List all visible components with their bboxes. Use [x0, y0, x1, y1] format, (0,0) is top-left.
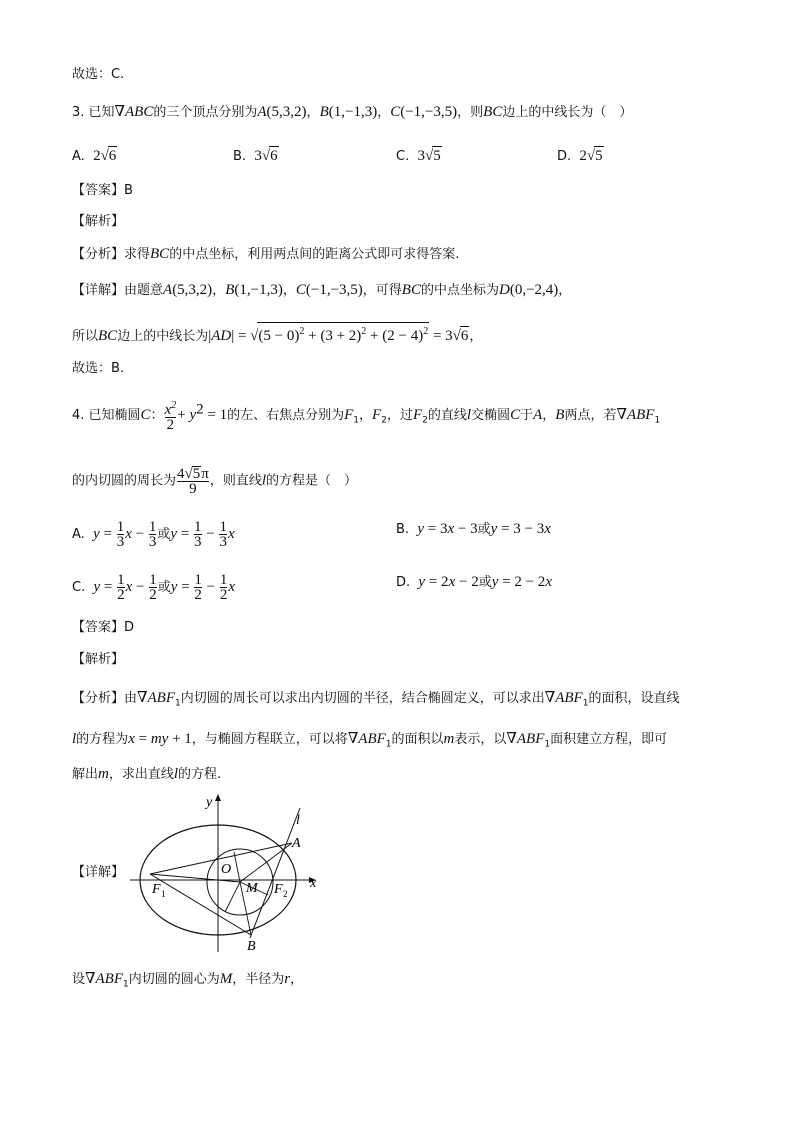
- q4-option-a: A. y = $\frac{1}{3}$ x − $\frac{1}{3}$ 或y = $\frac{1}{3}$ − $\frac{1}{3}$ x: [72, 519, 235, 550]
- q3-option-c: C. 3√5: [396, 148, 441, 164]
- analysis-4-line-1: 【分析】由$\nabla ABF_1$内切圆的周长可以求出内切圆的半径，结合椭圆定义，可以求出$\nabla ABF_1$的面积，设直线: [72, 690, 680, 709]
- q3-option-a: A. 2√6: [72, 148, 117, 164]
- label-b: B: [247, 939, 256, 954]
- analysis-3-heading: 【解析】: [72, 214, 125, 229]
- q4-option-c: C. y = $\frac{1}{2}$ x − $\frac{1}{2}$ 或y = $\frac{1}{2}$ − $\frac{1}{2}$ x: [72, 572, 236, 603]
- line-choose-b: 故选：B.: [72, 361, 125, 376]
- label-f1: F: [152, 882, 161, 897]
- analysis-4-heading: 【解析】: [72, 652, 125, 667]
- label-y: y: [206, 795, 213, 810]
- q3-option-d: D. 2√5: [557, 148, 603, 164]
- label-f2: F: [274, 882, 283, 897]
- label-a: A: [292, 836, 301, 851]
- answer-4: 【答案】D: [72, 620, 135, 635]
- ellipse-incircle-figure: [130, 790, 330, 955]
- analysis-3: 【分析】求得BC的中点坐标，利用两点间的距离公式即可求得答案.: [72, 246, 460, 262]
- label-f1-sub: 1: [161, 889, 166, 899]
- analysis-4-line-2: l的方程为x = my + 1，与椭圆方程联立，可以将$\nabla ABF_1$的面积以m表示，以$\nabla ABF_1$面积建立方程，即可: [72, 731, 668, 750]
- question-4-line-2: 的内切圆的周长为 $\frac{4√5\pi}{9}$ ，则直线l的方程是（ ）: [72, 466, 358, 497]
- question-3: 3. 已知∇ABC的三个顶点分别为A(5,3,2)，B(1,−1,3)，C(−1,−3,5)，则BC边上的中线长为（ ）: [72, 104, 633, 120]
- label-l: l: [296, 813, 300, 828]
- median-length-3: 所以BC边上的中线长为$|AD| = √(5 - 0)^2 + (3 + 2)^2 + (2 - 4)^2 = 3√6$，: [72, 322, 482, 346]
- q4-option-b: B. y = 3x − 3或y = 3 − 3x: [396, 521, 551, 537]
- label-o: O: [221, 862, 232, 877]
- detail-3: 【详解】由题意A(5,3,2)，B(1,−1,3)，C(−1,−3,5)，可得BC的中点坐标为D(0,−2,4)，: [72, 282, 572, 298]
- analysis-4-line-3: 解出m，求出直线l的方程.: [72, 766, 222, 782]
- radius-1: [234, 852, 240, 882]
- detail-4-last: 设$\nabla ABF_1$内切圆的圆心为M，半径为r，: [72, 971, 304, 990]
- question-4-line-1: 4. 已知椭圆C： $\frac{x^2}{2}$ + $y^2 = 1$的左、右焦点分别为$F_1$，$F_2$，过$F_2$的直线l交椭圆C于A，B两点，若$\nabla ABF_1$: [72, 400, 661, 433]
- q3-option-b: B. 3√6: [233, 148, 278, 164]
- label-x: x: [310, 876, 317, 891]
- answer-3: 【答案】B: [72, 183, 133, 198]
- line-l: [250, 808, 300, 938]
- q4-option-d: D. y = 2x − 2或y = 2 − 2x: [396, 574, 552, 590]
- line-choose-c: 故选：C.: [72, 67, 125, 82]
- radius-3: [225, 882, 240, 912]
- label-f2-sub: 2: [283, 889, 288, 899]
- label-m: M: [246, 881, 258, 896]
- detail-4-heading: 【详解】: [72, 865, 125, 880]
- side-f1-b: [150, 874, 251, 935]
